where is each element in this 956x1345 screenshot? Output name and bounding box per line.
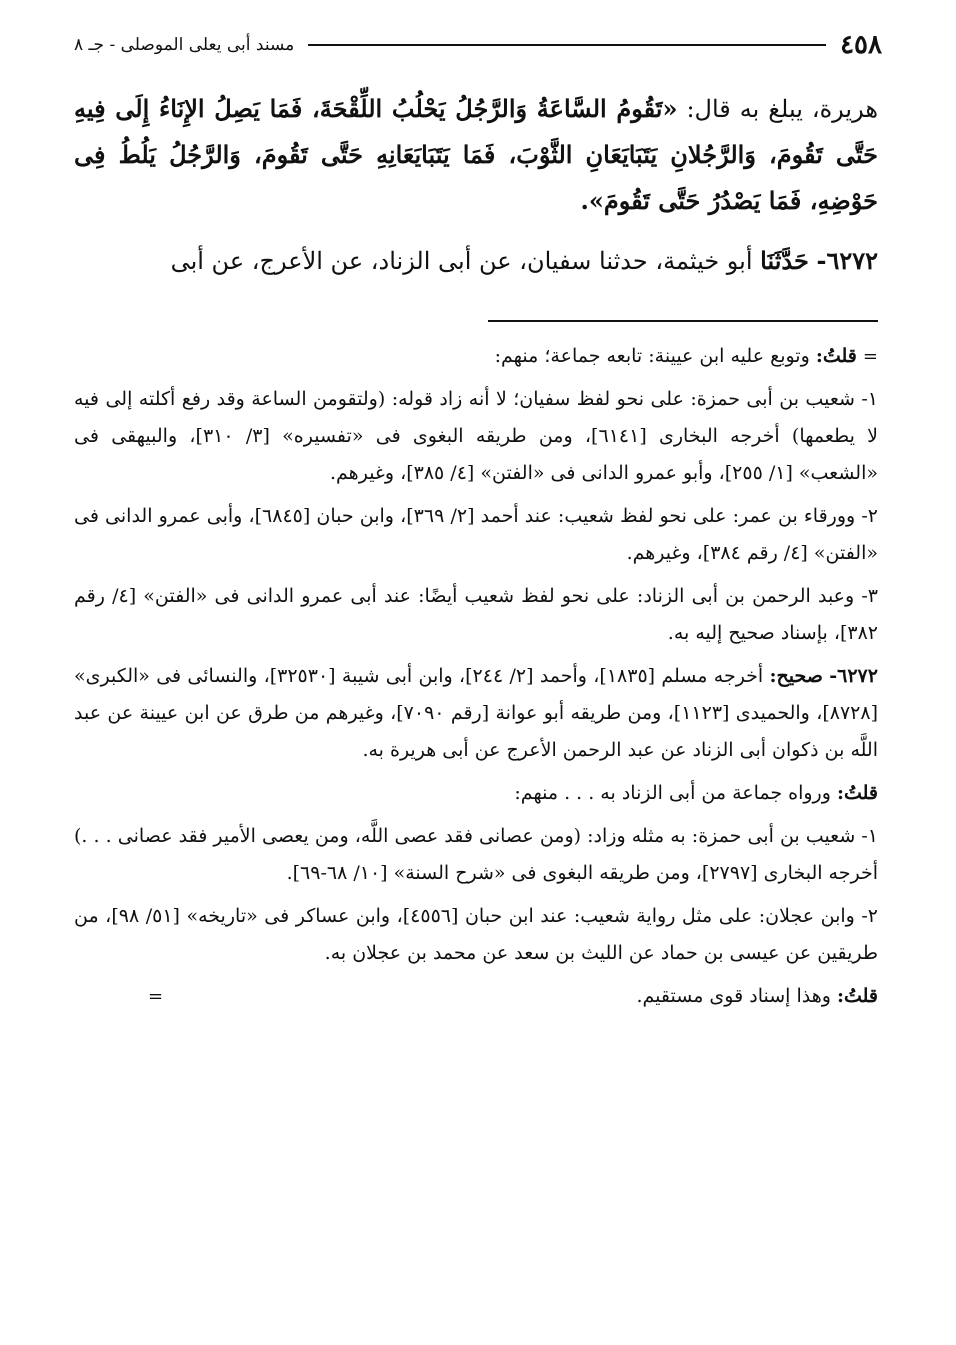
page-header <box>74 30 882 60</box>
running-title: مسند أبى يعلى الموصلى - جـ ٨ <box>74 35 295 55</box>
grading-label: صحيح: <box>769 665 823 687</box>
footnote-takhrij <box>74 658 878 769</box>
previous-hadith-lead: هريرة، يبلغ به قال: <box>677 95 878 123</box>
note-label: قلتُ: <box>815 345 857 367</box>
prophetic-quote: «تَقُومُ السَّاعَةُ وَالرَّجُلُ يَحْلُبُ اللِّقْحَةَ، فَمَا يَصِلُ الإِنَاءُ إِلَى فِيهِ حَتَّى تَقُومَ، وَالرَّجُلانِ يَتَبَايَعَانِ الثَّوْبَ، فَمَا يَتَبَايَعَانِهِ حَتَّى تَقُومَ، وَالرَّجُلُ يَلُطُ فِى حَوْضِهِ، فَمَا يَصْدُرُ حَتَّى تَقُومَ». <box>74 94 878 215</box>
footnote-item: ١- شعيب بن أبى حمزة: به مثله وزاد: (ومن عصانى فقد عصى اللَّه، ومن يعصى الأمير فقد عصانى . . .) أخرجه البخارى [٢٧٩٧]، ومن طريقه البغوى فى «شرح السنة» [١٠/ ٦٨-٦٩]. <box>74 825 878 884</box>
header-rule <box>308 44 826 46</box>
previous-hadith-continuation <box>74 86 878 224</box>
hadith-6272 <box>74 238 878 284</box>
page-number: ٤٥٨ <box>840 30 882 60</box>
note-text: وهذا إسناد قوى مستقيم. <box>636 985 837 1007</box>
note-text: ورواه جماعة من أبى الزناد به . . . منهم: <box>514 782 837 804</box>
hadith-chain: أبو خيثمة، حدثنا سفيان، عن أبى الزناد، عن الأعرج، عن أبى <box>170 247 761 275</box>
continuation-mark: = <box>862 346 878 367</box>
footnote-note <box>74 978 878 1015</box>
footnotes <box>74 338 878 1021</box>
note-label: قلتُ: <box>836 782 878 804</box>
hadith-number: ٦٢٧٢- <box>816 246 878 275</box>
hadith-lead-word: حَدَّثَنَا <box>760 246 809 275</box>
continuation-mark: = <box>148 986 164 1007</box>
footnote-item: ٣- وعبد الرحمن بن أبى الزناد: على نحو لفظ شعيب أيضًا: عند أبى عمرو الدانى فى «الفتن» [٤/ رقم ٣٨٢]، بإسناد صحيح إليه به. <box>74 585 878 644</box>
takhrij-text: أخرجه مسلم [١٨٣٥]، وأحمد [٢/ ٢٤٤]، وابن أبى شيبة [٣٢٥٣٠]، والنسائى فى «الكبرى» [٨٧٢٨]، والحميدى [١١٢٣]، ومن طريقه أبو عوانة [رقم ٧٠٩٠]، وغيرهم من طرق عن ابن عيينة عن عبد اللَّه بن ذكوان أبى الزناد عن عبد الرحمن الأعرج عن أبى هريرة به. <box>74 665 878 761</box>
note-text: وتوبع عليه ابن عيينة: تابعه جماعة؛ منهم: <box>494 345 816 367</box>
hadith-number: ٦٢٧٢- <box>829 665 878 687</box>
footnote-separator <box>488 320 878 322</box>
note-label: قلتُ: <box>836 985 878 1007</box>
footnote-note <box>74 775 878 812</box>
footnote-item: ٢- وورقاء بن عمر: على نحو لفظ شعيب: عند أحمد [٢/ ٣٦٩]، وابن حبان [٦٨٤٥]، وأبى عمرو الدانى فى «الفتن» [٤/ رقم ٣٨٤]، وغيرهم. <box>74 505 878 564</box>
main-text <box>74 86 878 284</box>
footnote-item: ١- شعيب بن أبى حمزة: على نحو لفظ سفيان؛ لا أنه زاد قوله: (ولتقومن الساعة وقد رفع أكلته إلى فيه لا يطعمها) أخرجه البخارى [٦١٤١]، ومن طريقه البغوى فى «تفسيره» [٣/ ٣١٠]، والبيهقى فى «الشعب» [١/ ٢٥٥]، وأبو عمرو الدانى فى «الفتن» [٤/ ٣٨٥]، وغيرهم. <box>74 388 879 484</box>
footnote-intro <box>74 338 878 375</box>
footnote-item: ٢- وابن عجلان: على مثل رواية شعيب: عند ابن حبان [٤٥٥٦]، وابن عساكر فى «تاريخه» [٥١/ ٩٨]، من طريقين عن عيسى بن حماد عن الليث بن سعد عن محمد بن عجلان به. <box>74 905 879 964</box>
